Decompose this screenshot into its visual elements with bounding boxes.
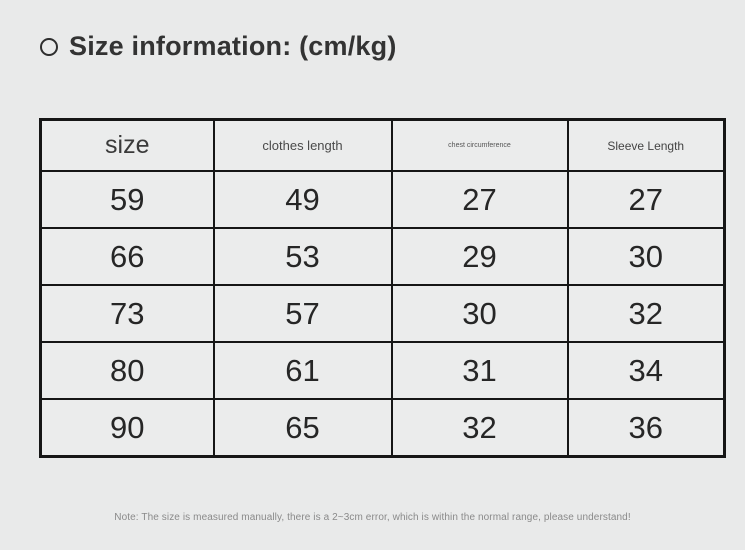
cell-sleeve-length: 30 bbox=[568, 228, 725, 285]
section-title bbox=[40, 31, 397, 62]
cell-sleeve-length: 36 bbox=[568, 399, 725, 457]
cell-clothes-length: 57 bbox=[214, 285, 392, 342]
table-row bbox=[41, 285, 725, 342]
header-cell-chest-circumference: chest circumference bbox=[392, 120, 568, 172]
cell-size: 59 bbox=[41, 171, 214, 228]
cell-chest-circumference: 29 bbox=[392, 228, 568, 285]
cell-size: 66 bbox=[41, 228, 214, 285]
circle-outline-icon bbox=[40, 38, 58, 56]
header-cell-size: size bbox=[41, 120, 214, 172]
cell-chest-circumference: 30 bbox=[392, 285, 568, 342]
table-row bbox=[41, 399, 725, 457]
cell-sleeve-length: 34 bbox=[568, 342, 725, 399]
header-cell-sleeve-length: Sleeve Length bbox=[568, 120, 725, 172]
table-row bbox=[41, 228, 725, 285]
header-cell-clothes-length: clothes length bbox=[214, 120, 392, 172]
cell-chest-circumference: 27 bbox=[392, 171, 568, 228]
size-table bbox=[39, 118, 726, 458]
cell-size: 90 bbox=[41, 399, 214, 457]
cell-sleeve-length: 32 bbox=[568, 285, 725, 342]
cell-sleeve-length: 27 bbox=[568, 171, 725, 228]
page-title: Size information: (cm/kg) bbox=[69, 31, 397, 61]
table-row bbox=[41, 342, 725, 399]
cell-size: 73 bbox=[41, 285, 214, 342]
cell-clothes-length: 49 bbox=[214, 171, 392, 228]
cell-chest-circumference: 32 bbox=[392, 399, 568, 457]
cell-clothes-length: 65 bbox=[214, 399, 392, 457]
cell-chest-circumference: 31 bbox=[392, 342, 568, 399]
cell-clothes-length: 61 bbox=[214, 342, 392, 399]
cell-size: 80 bbox=[41, 342, 214, 399]
table-header-row bbox=[41, 120, 725, 172]
measurement-note: Note: The size is measured manually, there is a 2~3cm error, which is within the normal range, please understand! bbox=[114, 512, 631, 523]
cell-clothes-length: 53 bbox=[214, 228, 392, 285]
table-row bbox=[41, 171, 725, 228]
